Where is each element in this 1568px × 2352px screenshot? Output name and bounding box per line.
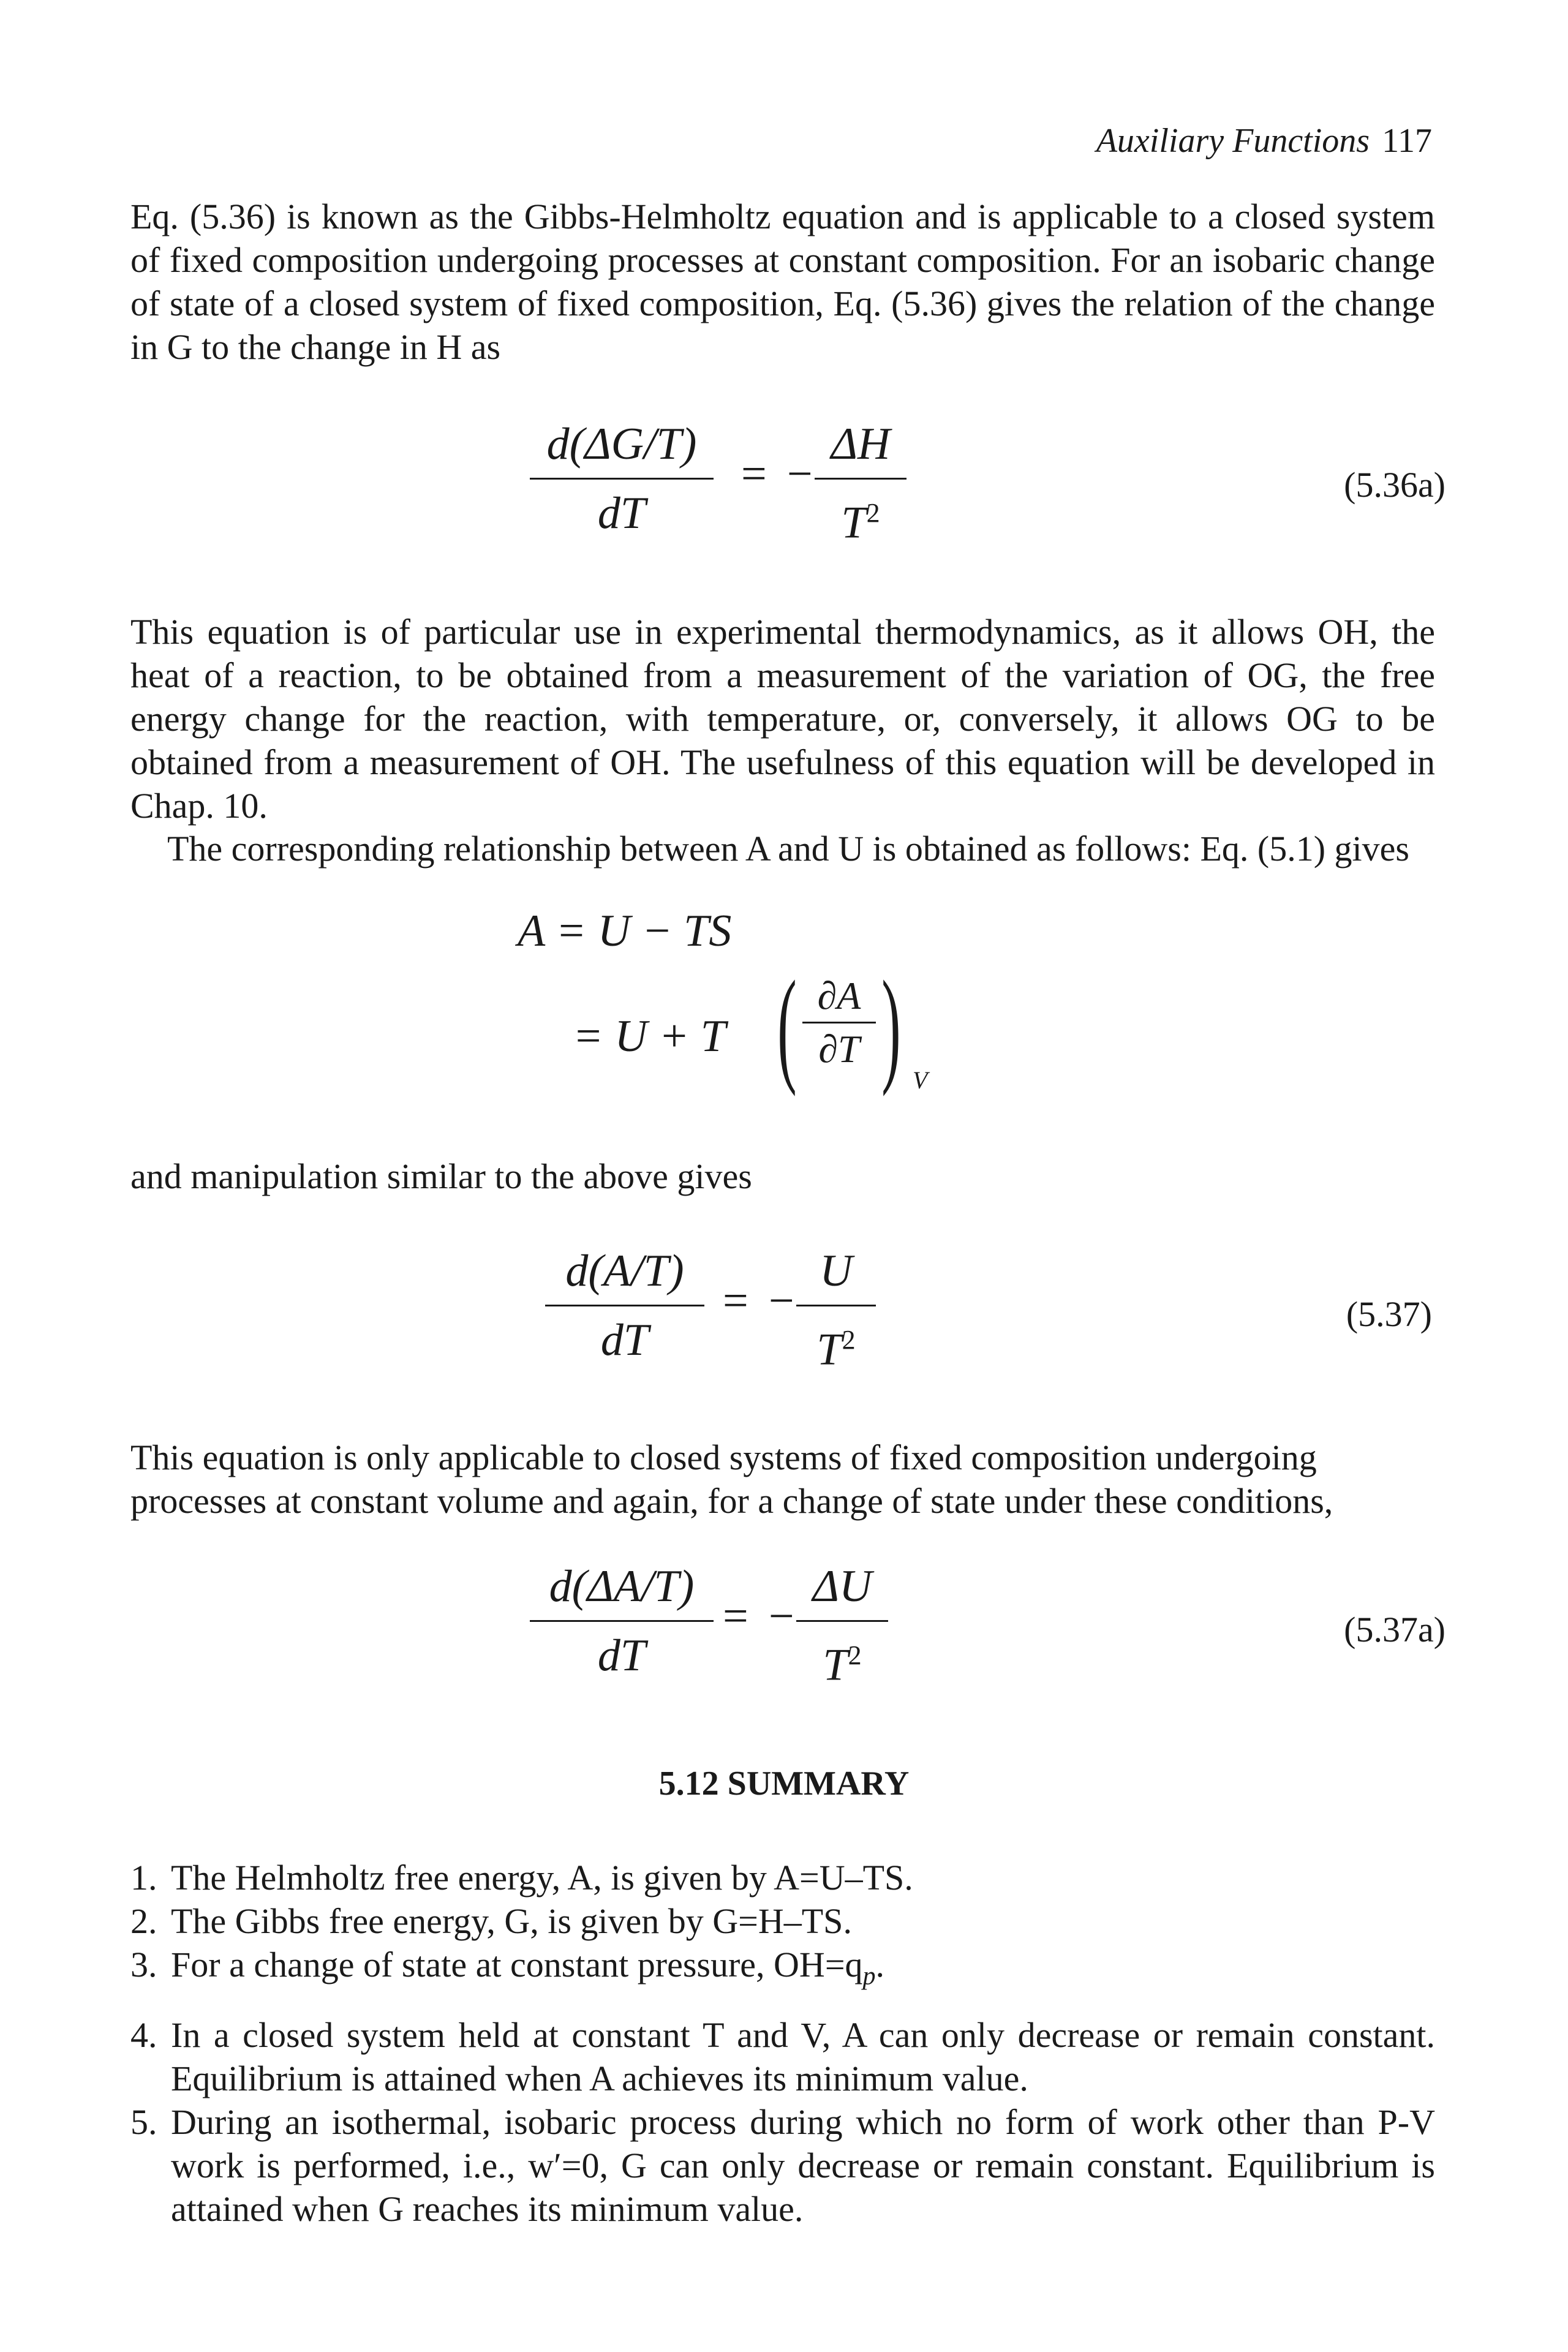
eq-5-36a-rhs-fraction (815, 417, 907, 551)
left-parenthesis: ( (777, 955, 797, 1097)
fraction-bar (530, 478, 714, 480)
eq-5-36a-rhs-denominator: $T^2$ (841, 497, 880, 548)
eq-5-37a-rhs-fraction (796, 1559, 888, 1693)
eq-5-37a-lhs-fraction (530, 1559, 714, 1683)
list-item: 1. The Helmholtz free energy, A, is given by A=U–TS. (130, 1858, 913, 1898)
fraction-bar (802, 1022, 876, 1023)
paragraph-manipulation: and manipulation similar to the above gives (130, 1156, 752, 1196)
fraction-bar (815, 478, 907, 480)
eq-5-37-rhs-fraction (796, 1243, 876, 1378)
paragraph-experimental-use: This equation is of particular use in experimental thermodynamics, as it allows OH, the heat of a reaction, to be obtained from a measurement of the variation of OG, the free energy change for the reaction, with temperature, or, conversely, it allows OG to be obtained from a measurement of OH. The usefulness of this equation will be developed in Chap. 10. (130, 612, 1435, 826)
running-header (1096, 121, 1432, 160)
eq-5-37-rhs-denominator: $T^2$ (816, 1324, 856, 1375)
eq-5-37-rhs-numerator: U (820, 1246, 853, 1296)
fraction-bar (530, 1620, 714, 1622)
partial-numerator: ∂A (817, 974, 861, 1017)
running-title: Auxiliary Functions (1096, 122, 1370, 160)
eq-5-36a-lhs-denominator: dT (597, 488, 646, 538)
fraction-bar (796, 1305, 876, 1306)
right-parenthesis: ) (881, 955, 901, 1097)
eq-5-36a-lhs-numerator: d(ΔG/T) (546, 419, 697, 469)
eq-5-37a-rhs-denominator: $T^2$ (823, 1640, 862, 1691)
constant-volume-subscript: V (913, 1066, 928, 1094)
eq-5-37a-rhs-numerator: ΔU (812, 1561, 872, 1611)
eq-5-36a-lhs-fraction (530, 417, 714, 541)
equation-number-5-37a: (5.37a) (1344, 1610, 1446, 1649)
eq-5-37a-lhs-numerator: d(ΔA/T) (549, 1561, 695, 1611)
fraction-bar (796, 1620, 888, 1622)
equals-sign: = (723, 1276, 748, 1326)
partial-denominator: ∂T (818, 1027, 860, 1071)
eq-a-line-1: A = U − TS (518, 906, 732, 956)
eq-a-line-2-lead: = U + T (573, 1011, 726, 1061)
equation-number-5-36a: (5.36a) (1344, 465, 1446, 505)
section-heading-summary: 5.12 SUMMARY (658, 1765, 910, 1803)
eq-5-36a-rhs-numerator: ΔH (831, 419, 891, 469)
fraction-bar (545, 1305, 704, 1306)
eq-5-37-lhs-fraction (545, 1243, 704, 1368)
paragraph-a-and-u: The corresponding relationship between A and U is obtained as follows: Eq. (5.1) gives (167, 829, 1409, 869)
page-number: 117 (1382, 122, 1432, 160)
eq-5-37a-lhs-denominator: dT (597, 1630, 646, 1681)
list-item: 2. The Gibbs free energy, G, is given by G=H–TS. (130, 1901, 852, 1941)
minus-sign: − (769, 1591, 794, 1642)
minus-sign: − (769, 1276, 794, 1326)
summary-list (130, 1856, 1435, 2231)
list-item: 4. In a closed system held at constant T and V, A can only decrease or remain constant. Equilibrium is attained when A achieves its minimum value. (130, 2015, 1435, 2098)
list-item: 3. For a change of state at constant pressure, $OH=q_p$. (130, 1945, 885, 1991)
eq-5-37-lhs-numerator: d(A/T) (565, 1246, 684, 1296)
partial-fraction (802, 974, 876, 1071)
list-item: 5. During an isothermal, isobaric process during which no form of work other than P-V work is performed, i.e., w′=0, G can only decrease or remain constant. Equilibrium is attained when G reaches its minimum value. (130, 2101, 1435, 2229)
equation-number-5-37: (5.37) (1346, 1294, 1432, 1334)
equals-sign: = (723, 1591, 748, 1642)
eq-5-37-lhs-denominator: dT (600, 1315, 649, 1365)
paragraph-constant-volume: This equation is only applicable to closed systems of fixed composition undergoing processes at constant volume and again, for a change of state under these conditions, (130, 1438, 1333, 1521)
equals-sign: = (741, 449, 767, 499)
paragraph-gibbs-helmholtz: Eq. (5.36) is known as the Gibbs-Helmholtz equation and is applicable to a closed system of fixed composition undergoing processes at constant composition. For an isobaric change of state of a closed system of fixed composition, Eq. (5.36) gives the relation of the change in G to the change in H as (130, 197, 1435, 367)
minus-sign: − (787, 449, 813, 499)
